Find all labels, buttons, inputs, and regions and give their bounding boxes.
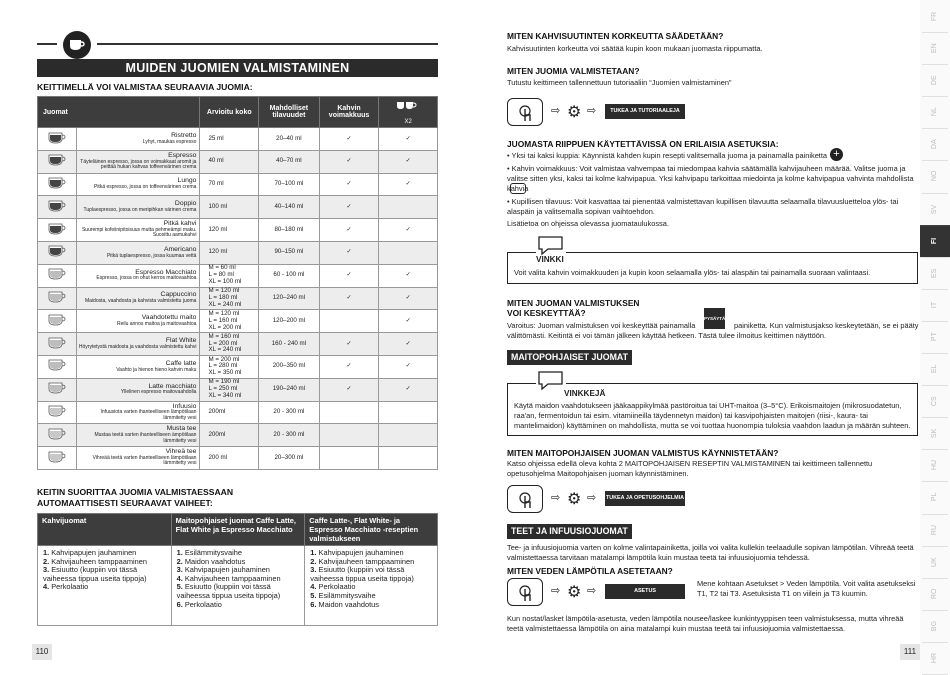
drink-description: Lyhyt, maukas espresso: [142, 138, 197, 145]
step-item: 2. Kahvijauheen tamppaaminen: [43, 556, 147, 566]
step-text: Esilämmitysvaihe: [184, 548, 242, 557]
language-tab-ro[interactable]: RO: [931, 588, 938, 599]
steps-col-milk: [171, 546, 305, 626]
section-milk-drinks: MAITOPOHJAISET JUOMAT: [507, 350, 632, 365]
drink-strength-check: ✓: [319, 355, 379, 378]
drink-cup-icon: [38, 447, 77, 470]
drink-volume-range: 120–240 ml: [259, 287, 320, 310]
drink-x2-check: ✓: [379, 287, 438, 310]
two-cups-icon: [396, 101, 418, 113]
table-row: [38, 241, 438, 264]
step-item: 6. Perkolaatio: [176, 599, 222, 609]
drink-name: Caffe latte: [165, 359, 197, 367]
drink-cup-icon: [38, 310, 77, 333]
drink-size: M = 60 ml L = 80 ml XL = 100 ml: [200, 264, 259, 287]
step-item: 1. Kahvipapujen jauhaminen: [310, 548, 404, 557]
drink-strength-check: ✓: [319, 378, 379, 401]
drink-name: Espresso: [168, 151, 197, 159]
plus-icon: +: [830, 148, 843, 161]
arrow-icon: ⇨: [551, 585, 561, 597]
step-item: 3. Kahvipapujen jauhaminen: [176, 565, 270, 575]
tutorial-button[interactable]: TUKEA JA TUTORIAALEJA: [605, 104, 685, 119]
drink-x2-check: ✓: [379, 264, 438, 287]
language-tab-pt[interactable]: PT: [931, 332, 938, 342]
drink-cup-icon: [38, 241, 77, 264]
drink-strength-check: ✓: [319, 196, 379, 219]
heading-stop-line2: VOI KESKEYTTÄÄ?: [507, 308, 586, 318]
text-nozzle-height: Kahvisuutinten korkeutta voi säätää kupin koon mukaan juomasta riippumatta.: [507, 44, 763, 53]
drink-name: Latte macchiato: [148, 382, 197, 390]
step-text: Perkolaatio: [318, 582, 356, 592]
text-how-to-make: Tutustu keittimeen tallennettuun tutoriaaliin “Juomien valmistaminen”: [507, 78, 732, 87]
header-volumes: Mahdolliset tilavuudet: [259, 97, 320, 128]
drink-name-cell: [77, 196, 200, 219]
drink-cup-icon: [38, 128, 77, 151]
step-item: 4. Perkolaatio: [43, 582, 89, 592]
steps-col-coffee: [38, 546, 172, 626]
drink-name: Lungo: [177, 177, 197, 185]
step-item: 4. Kahvijauheen tamppaaminen: [176, 573, 281, 583]
section-tea: TEET JA INFUUSIOJUOMAT: [507, 524, 632, 539]
drink-name-cell: [77, 173, 200, 196]
drink-x2-check: ✓: [379, 150, 438, 173]
drink-size: 200ml: [200, 424, 259, 447]
drink-size: 40 ml: [200, 150, 259, 173]
bullet-strength-text: Kahvin voimakkuus: Voit valmistaa vahvempaa tai miedompaa kahvia säätämällä kahvijauheen määrää. Valitse juoma ja valitse sitten yksi, kaksi tai kolme kahvipapua. Yksi kahvipapu tarkoittaa miedointa ja kolme kahvipapua vahvinta mahdollista kahvia: [507, 164, 914, 193]
settings-button[interactable]: ASETUS: [605, 584, 685, 599]
text-water-temp: Mene kohtaan Asetukset > Veden lämpötila. Voit valita asetukseksi T1, T2 tai T3. Asetuksista T1 on viilein ja T3 kuumin.: [697, 579, 916, 598]
drink-description: Maidosta, vaahdosta ja kahvista valmistettu juoma: [85, 298, 197, 305]
step-text: Esilämmitysvaihe: [318, 590, 376, 600]
table-row: [38, 447, 438, 470]
step-item: 3. Esiuutto (kuppiin voi tässä vaiheessa tippua useita tippoja): [43, 565, 147, 583]
table-row: [38, 287, 438, 310]
left-page: [0, 0, 475, 674]
bullet-strength: • Kahvin voimakkuus: Voit valmistaa vahvempaa tai miedompaa kahvia säätämällä kahvijauheen määrää. Valitse juoma ja valitse sitten yksi, kaksi tai kolme kahvipapua. Yksi kahvipapu tarkoittaa miedointa ja kolme kahvipapua vahvinta mahdollista kahvia: [507, 164, 914, 193]
language-tab-no[interactable]: NO: [931, 171, 938, 182]
drink-volume-range: 200–350 ml: [259, 355, 320, 378]
drink-name: Doppio: [174, 200, 197, 208]
bullet-two-cups-text: Yksi tai kaksi kuppia: Käynnistä kahden kupin resepti valitsemalla juoma ja painamalla painiketta: [511, 151, 828, 160]
text-temp-note: Kun nostat/lasket lämpötila-asetusta, veden lämpötila nousee/laskee kunkintyyppisen teen valmistuksessa, mutta vihreää teetä valmistettaessa lämpötila on aina matalampi kuin mustaa teetä tai infuusiojuomia valmistettaessa.: [507, 614, 904, 633]
drink-description: Espresso, jossa on ohut kerros maitovaahtoa: [96, 275, 197, 282]
language-tab-hu[interactable]: HU: [931, 460, 938, 471]
heading-start-milk: MITEN MAITOPOHJAISEN JUOMAN VALMISTUS KÄYNNISTETÄÄN?: [507, 448, 779, 458]
tip-text: Voit valita kahvin voimakkuuden ja kupin koon selaamalla ylös- tai alaspäin tai painamalla suoraan valintaasi.: [514, 268, 871, 277]
language-tab-da[interactable]: DA: [931, 139, 938, 150]
drink-cup-icon: [38, 424, 77, 447]
drink-volume-range: 80–180 ml: [259, 219, 320, 242]
drink-name-cell: [77, 447, 200, 470]
tip-box: [507, 252, 918, 284]
drink-description: Suurempi kofeiinipitoisuus mutta pehmeämpi maku. Suosittu aamukahvi: [81, 227, 197, 239]
text-more-info: Lisätietoa on ohjeissa olevassa juomataulukossa.: [507, 219, 669, 228]
step-item: 4. Perkolaatio: [310, 582, 356, 592]
drink-x2-check: [379, 196, 438, 219]
steps-header-recipes: Caffe Latte-, Flat White- ja Espresso Macchiato -reseptien valmistukseen: [305, 514, 438, 546]
bullet-volume: • Kupillisen tilavuus: Voit kasvattaa tai pienentää valmistettavan kupillisen tilavuutta selaamalla tilavuusluetteloa ylös- tai alaspäin ja valitsemalla sopivan vaihtoehdon.: [507, 197, 899, 216]
drink-name-cell: [77, 241, 200, 264]
drink-strength-check: [319, 401, 379, 424]
step-item: 6. Maidon vaahdotus: [310, 599, 379, 609]
table-row: [38, 150, 438, 173]
drink-size: 120 ml: [200, 219, 259, 242]
drink-volume-range: 20–300 ml: [259, 447, 320, 470]
drink-size: M = 160 ml L = 200 ml XL = 240 ml: [200, 333, 259, 356]
drink-size: M = 200 ml L = 280 ml XL = 350 ml: [200, 355, 259, 378]
language-tab-sv[interactable]: SV: [931, 203, 938, 214]
drinks-table: [37, 96, 438, 470]
drink-volume-range: 20 - 300 ml: [259, 424, 320, 447]
language-tab-bg[interactable]: BG: [931, 620, 938, 631]
drink-strength-check: ✓: [319, 173, 379, 196]
language-tab-pl[interactable]: PL: [931, 493, 938, 502]
drink-volume-range: 160 - 240 ml: [259, 333, 320, 356]
drink-description: Yllelinen espresso maitovaahdolla: [120, 389, 197, 396]
drink-description: Täyteläinen espresso, jossa on voimakkaat aromit ja peittää hukan kahvas toffeenvärinen crema: [80, 158, 197, 171]
text-stop-a: Varoitus: Juoman valmistuksen voi keskeyttää painamalla: [507, 321, 696, 330]
bullet-volume-text: Kupillisen tilavuus: Voit kasvattaa tai pienentää valmistettavan kupillisen tilavuutta selaamalla tilavuusluetteloa ylös- tai alaspäin ja valitsemalla sopivan vaihtoehdon.: [507, 197, 899, 216]
drink-cup-icon: [38, 287, 77, 310]
language-tab-sk[interactable]: SK: [931, 428, 938, 438]
drink-x2-check: [379, 241, 438, 264]
drink-strength-check: ✓: [319, 241, 379, 264]
drink-strength-check: ✓: [319, 150, 379, 173]
step-text: Kahvipapujen jauhaminen: [184, 565, 270, 575]
heading-how-to-make: MITEN JUOMIA VALMISTETAAN?: [507, 66, 640, 76]
heading-stop-line1: MITEN JUOMAN VALMISTUKSEN: [507, 298, 640, 308]
drink-description: Vihreää teetä varten ihanteelliseen lämpötilaan lämmitetty vesi: [92, 455, 197, 467]
text-tea: Tee- ja infuusiojuomia varten on kolme valintapainiketta, joilla voi valita kullekin teelaadulle sopivan lämpötilan. Vihreää teetä valmistettaessa tarvitaan matalampi lämpötila kuin mustaa teetä tai infuusiojuomia tehdessä.: [507, 543, 914, 562]
drink-cup-icon: [38, 355, 77, 378]
drink-description: Reilu annos maitoa ja maitovaahtoa: [116, 320, 197, 327]
step-text: Kahvijauheen tamppaaminen: [51, 556, 147, 566]
drink-volume-range: 90–150 ml: [259, 241, 320, 264]
header-rule-left: [37, 43, 57, 45]
arrow-icon: ⇨: [587, 105, 597, 117]
speech-bubble-icon: [536, 370, 566, 392]
drink-x2-check: [379, 401, 438, 424]
step-text: Kahvijauheen tamppaaminen: [318, 556, 415, 566]
drink-strength-check: ✓: [319, 264, 379, 287]
heading-nozzle-height: MITEN KAHVISUUTINTEN KORKEUTTA SÄÄDETÄÄN?: [507, 31, 724, 41]
table-row: [38, 355, 438, 378]
drink-description: Pitkä espresso, jossa on toffeenvärinen crema: [93, 184, 197, 191]
tips-title: VINKKEJÄ: [564, 389, 606, 398]
drink-size: 25 ml: [200, 128, 259, 151]
drink-name-cell: [77, 401, 200, 424]
language-tab-hr[interactable]: HR: [931, 652, 938, 663]
step-text: Kahvijauheen tamppaaminen: [184, 573, 281, 583]
drink-name: Espresso Macchiato: [135, 268, 197, 276]
drink-name: Infuusio: [172, 402, 197, 410]
table-row: [38, 128, 438, 151]
drink-name-cell: [77, 150, 200, 173]
flow-opetus: [507, 485, 727, 513]
stop-button[interactable]: PYSÄYTÄ: [704, 308, 725, 329]
coffee-bean-icon: [510, 183, 526, 194]
arrow-icon: ⇨: [587, 585, 597, 597]
drink-description: Pitkä tuplaespresso, jossa kuumaa vettä: [106, 252, 197, 259]
table-row: [38, 424, 438, 447]
language-tab-nl[interactable]: NL: [931, 107, 938, 117]
flow-tutorial: [507, 98, 707, 126]
drink-cup-icon: [38, 264, 77, 287]
step-item: 1. Kahvipapujen jauhaminen: [43, 548, 137, 557]
drink-volume-range: 20–40 ml: [259, 128, 320, 151]
drink-name: Ristretto: [171, 131, 197, 139]
section-banner: MUIDEN JUOMIEN VALMISTAMINEN: [37, 59, 438, 77]
drink-name: Pitkä kahvi: [163, 220, 197, 228]
drink-cup-icon: [38, 333, 77, 356]
drink-name: Vihreä tee: [165, 448, 197, 456]
drink-size: M = 190 ml L = 250 ml XL = 340 ml: [200, 378, 259, 401]
x2-label: X2: [404, 119, 412, 125]
drink-volume-range: 40–140 ml: [259, 196, 320, 219]
drink-strength-check: ✓: [319, 128, 379, 151]
language-tab-it[interactable]: IT: [931, 301, 938, 309]
drink-name: Flat White: [165, 336, 197, 344]
drink-cup-icon: [38, 173, 77, 196]
drink-volume-range: 40–70 ml: [259, 150, 320, 173]
drink-name: Americano: [163, 245, 197, 253]
arrow-icon: ⇨: [551, 492, 561, 504]
step-text: Maidon vaahdotus: [318, 599, 379, 609]
table-row: [38, 378, 438, 401]
step-item: 1. Esilämmitysvaihe: [176, 548, 242, 557]
drink-cup-icon: [38, 219, 77, 242]
text-stop-b-content: painiketta. Kun valmistusjakso keskeytetään, se ei pääty välittömästi. Keitintä ei voi tämän jälkeen käyttää hetkeen. Tästä tulee ilmoitus keittimen näyttöön.: [507, 321, 919, 340]
drink-name-cell: [77, 128, 200, 151]
drink-x2-check: [379, 447, 438, 470]
drink-description: Mustaa teetä varten ihanteelliseen ämpötilaan lämmitetty vesi: [94, 432, 197, 444]
drink-size: 100 ml: [200, 196, 259, 219]
step-item: 5. Esiuutto (kuppiin voi tässä vaiheessa tippua useita tippoja): [176, 582, 281, 600]
gear-icon: ⚙: [567, 584, 582, 601]
language-tab-de[interactable]: DE: [931, 75, 938, 86]
drink-x2-check: ✓: [379, 355, 438, 378]
page-number-right: 111: [900, 644, 920, 660]
bullet-two-cups: • Yksi tai kaksi kuppia: Käynnistä kahden kupin resepti valitsemalla juoma ja painamalla painiketta: [507, 151, 828, 160]
tips-box: [507, 383, 918, 436]
tips-text: Käytä maidon vaahdotukseen jääkaappikylmää pastöroitua tai UHT-maitoa (3–5°C). Erikoismaitojen (mikrosuodatetun, raa'an, fermentoidun tai esim. vitamiineilla täydennetyn maidon) tai kasvipohjaisten maitojen (riisi-, kaura- tai mantelimaidon) käyttäminen on mahdollista, mutta se voi tuottaa huonompia tuloksia vaahdon laadun ja määrän suhteen.: [514, 401, 911, 430]
table-row: [38, 173, 438, 196]
drink-name-cell: [77, 310, 200, 333]
step-item: 3. Esiuutto (kuppiin voi tässä vaiheessa tippua useita tippoja): [310, 565, 414, 583]
language-tab-fr[interactable]: FR: [931, 11, 938, 21]
text-start-milk: Katso ohjeissa edellä oleva kohta 2 MAITOPOHJAISEN RESEPTIN VALMISTAMINEN tai keittimeen tallennettu opetusohjelma Maitopohjaisen juoman käynnistäminen.: [507, 459, 873, 478]
steps-subtitle-line2: AUTOMAATTISESTI SEURAAVAT VAIHEET:: [37, 498, 213, 508]
header-x2: [379, 97, 438, 128]
drink-name-cell: [77, 378, 200, 401]
drink-strength-check: ✓: [319, 219, 379, 242]
step-text: Esiuutto (kuppiin voi tässä vaiheessa tippua useita tippoja): [43, 565, 147, 583]
opetus-button[interactable]: TUKEA JA OPETUSOHJELMIA: [605, 491, 685, 506]
drink-x2-check: ✓: [379, 173, 438, 196]
language-tab-el[interactable]: EL: [931, 364, 938, 374]
drink-x2-check: [379, 424, 438, 447]
drink-volume-range: 120–200 ml: [259, 310, 320, 333]
drink-name-cell: [77, 287, 200, 310]
drink-name-cell: [77, 355, 200, 378]
table-row: [38, 333, 438, 356]
drink-name-cell: [77, 424, 200, 447]
drink-description: Tuplaespresso, jossa on meripihkan värinen crema: [83, 206, 197, 213]
header-drinks: Juomat: [38, 97, 200, 128]
step-item: 5. Esilämmitysvaihe: [310, 590, 376, 600]
drink-size: 200 ml: [200, 447, 259, 470]
language-tab-en[interactable]: EN: [931, 43, 938, 54]
language-tab-uk[interactable]: UK: [931, 556, 938, 567]
drink-name: Musta tee: [166, 425, 197, 433]
touch-screen-icon: [507, 98, 543, 126]
language-tab-es[interactable]: ES: [931, 268, 938, 278]
touch-screen-icon: [507, 485, 543, 513]
drink-description: Vaahto ja hienon hieno kahvin maku: [116, 366, 197, 373]
language-tab-cs[interactable]: CS: [931, 396, 938, 407]
table-row: [38, 310, 438, 333]
step-text: Kahvipapujen jauhaminen: [51, 548, 137, 557]
drink-size: 70 ml: [200, 173, 259, 196]
drink-size: M = 120 ml L = 180 ml XL = 240 ml: [200, 287, 259, 310]
drink-volume-range: 190–240 ml: [259, 378, 320, 401]
drink-cup-icon: [38, 150, 77, 173]
drinks-subtitle: KEITTIMELLÄ VOI VALMISTAA SEURAAVIA JUOMIA:: [37, 82, 253, 92]
step-text: Perkolaatio: [51, 582, 89, 592]
drink-size: M = 120 ml L = 160 ml XL = 200 ml: [200, 310, 259, 333]
steps-table: [37, 513, 438, 626]
language-sidebar: [920, 0, 950, 674]
drink-strength-check: [319, 424, 379, 447]
step-text: Perkolaatio: [184, 599, 222, 609]
drink-volume-range: 20 - 300 ml: [259, 401, 320, 424]
steps-header-milk: Maitopohjaiset juomat Caffe Latte, Flat White ja Espresso Macchiato: [171, 514, 305, 546]
steps-col-recipes: [305, 546, 438, 626]
drink-name-cell: [77, 219, 200, 242]
language-tab-ru[interactable]: RU: [931, 524, 938, 535]
drink-size: 200ml: [200, 401, 259, 424]
drink-x2-check: ✓: [379, 128, 438, 151]
drink-x2-check: ✓: [379, 378, 438, 401]
drink-size: 120 ml: [200, 241, 259, 264]
drink-name-cell: [77, 264, 200, 287]
drink-x2-check: ✓: [379, 333, 438, 356]
touch-screen-icon: [507, 578, 543, 606]
drink-strength-check: [319, 310, 379, 333]
step-text: Esiuutto (kuppiin voi tässä vaiheessa tippua useita tippoja): [176, 582, 281, 600]
drink-cup-icon: [38, 196, 77, 219]
table-row: [38, 196, 438, 219]
step-text: Kahvipapujen jauhaminen: [318, 548, 404, 557]
speech-bubble-icon: [536, 235, 566, 257]
drink-strength-check: ✓: [319, 333, 379, 356]
arrow-icon: ⇨: [551, 105, 561, 117]
arrow-icon: ⇨: [587, 492, 597, 504]
header-rule-right: [97, 43, 438, 45]
step-item: 2. Kahvijauheen tamppaaminen: [310, 556, 415, 566]
flow-asetus: [507, 578, 697, 606]
steps-header-coffee: Kahvijuomat: [38, 514, 172, 546]
drink-description: Infuusiota varten ihanteelliseen lämpötilaan lämmitetty vesi: [100, 409, 197, 421]
drink-x2-check: ✓: [379, 310, 438, 333]
drink-strength-check: ✓: [319, 287, 379, 310]
language-tab-fi[interactable]: FI: [920, 225, 950, 257]
heading-water-temp: MITEN VEDEN LÄMPÖTILA ASETETAAN?: [507, 566, 673, 576]
drink-description: Höyrytetystä maidosta ja vaahdosta valmistettu kahvi: [78, 343, 197, 350]
step-text: Esiuutto (kuppiin voi tässä vaiheessa tippua useita tippoja): [310, 565, 414, 583]
drink-cup-icon: [38, 378, 77, 401]
drink-name-cell: [77, 333, 200, 356]
drink-name: Cappuccino: [160, 291, 197, 299]
heading-settings: JUOMASTA RIIPPUEN KÄYTETTÄVISSÄ ON ERILAISIA ASETUKSIA:: [507, 139, 779, 149]
coffee-cup-icon: [63, 31, 91, 59]
gear-icon: ⚙: [567, 491, 582, 508]
step-item: 2. Maidon vaahdotus: [176, 556, 246, 566]
step-text: Maidon vaahdotus: [184, 556, 246, 566]
table-row: [38, 264, 438, 287]
header-strength: Kahvin voimakkuus: [319, 97, 379, 128]
header-size: Arvioitu koko: [200, 97, 259, 128]
table-row: [38, 219, 438, 242]
drink-volume-range: 60 - 100 ml: [259, 264, 320, 287]
gear-icon: ⚙: [567, 104, 582, 121]
text-stop-b: [507, 321, 919, 341]
drink-x2-check: ✓: [379, 219, 438, 242]
table-row: [38, 401, 438, 424]
drink-cup-icon: [38, 401, 77, 424]
steps-subtitle-line1: KEITIN SUORITTAA JUOMIA VALMISTAESSAAN: [37, 487, 234, 497]
tip-title: VINKKI: [536, 255, 564, 264]
page-number-left: 110: [32, 644, 52, 660]
drink-strength-check: [319, 447, 379, 470]
drink-name: Vaahdotettu maito: [141, 314, 197, 322]
drink-volume-range: 70–100 ml: [259, 173, 320, 196]
